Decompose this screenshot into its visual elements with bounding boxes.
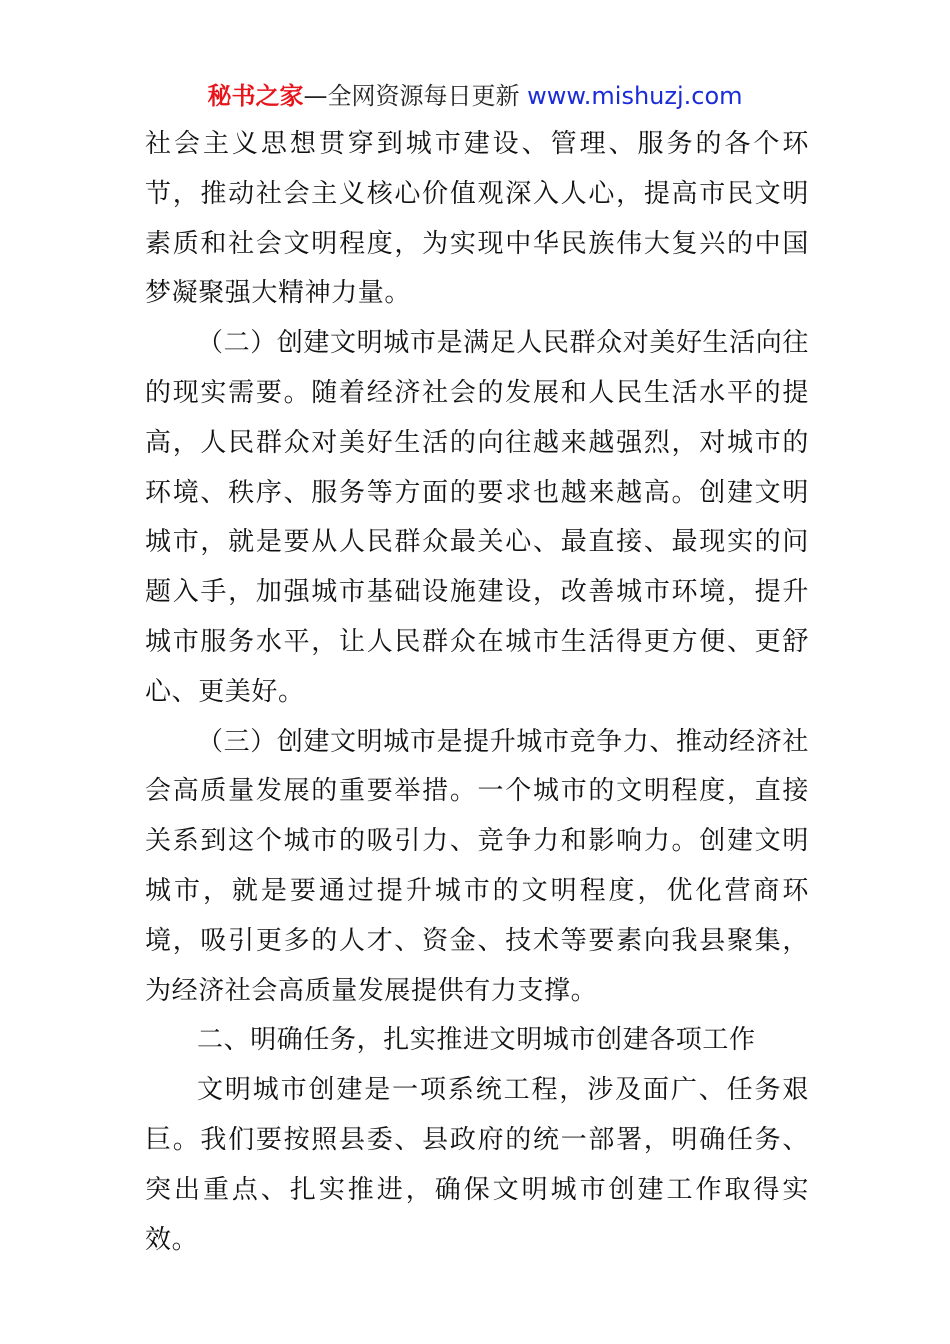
paragraph-section-2: （二）创建文明城市是满足人民群众对美好生活向往的现实需要。随着经济社会的发展和人民生活水平的提高，人民群众对美好生活的向往越来越强烈，对城市的环境、秩序、服务等方面的要求也越来越高。创建文明城市，就是要从人民群众最关心、最直接、最现实的问题入手，加强城市基础设施建设，改善城市环境，提升城市服务水平，让人民群众在城市生活得更方便、更舒心、更美好。 — [145, 328, 809, 707]
header-brand: 秘书之家 — [207, 82, 304, 110]
paragraph-continuation: 社会主义思想贯穿到城市建设、管理、服务的各个环节，推动社会主义核心价值观深入人心，提高市民文明素质和社会文明程度，为实现中华民族伟大复兴的中国梦凝聚强大精神力量。 — [145, 129, 809, 309]
header-site-link[interactable]: www.mishuzj.com — [527, 82, 743, 110]
section-heading: 二、明确任务，扎实推进文明城市创建各项工作 — [197, 1025, 756, 1056]
document-body — [145, 120, 809, 1265]
page-header — [0, 80, 950, 112]
header-tagline: —全网资源每日更新 — [303, 82, 528, 110]
paragraph-section-3: （三）创建文明城市是提升城市竞争力、推动经济社会高质量发展的重要举措。一个城市的文明程度，直接关系到这个城市的吸引力、竞争力和影响力。创建文明城市，就是要通过提升城市的文明程度，优化营商环境，吸引更多的人才、资金、技术等要素向我县聚集，为经济社会高质量发展提供有力支撑。 — [145, 726, 809, 1006]
paragraph-intro: 文明城市创建是一项系统工程，涉及面广、任务艰巨。我们要按照县委、县政府的统一部署，明确任务、突出重点、扎实推进，确保文明城市创建工作取得实效。 — [145, 1075, 809, 1255]
